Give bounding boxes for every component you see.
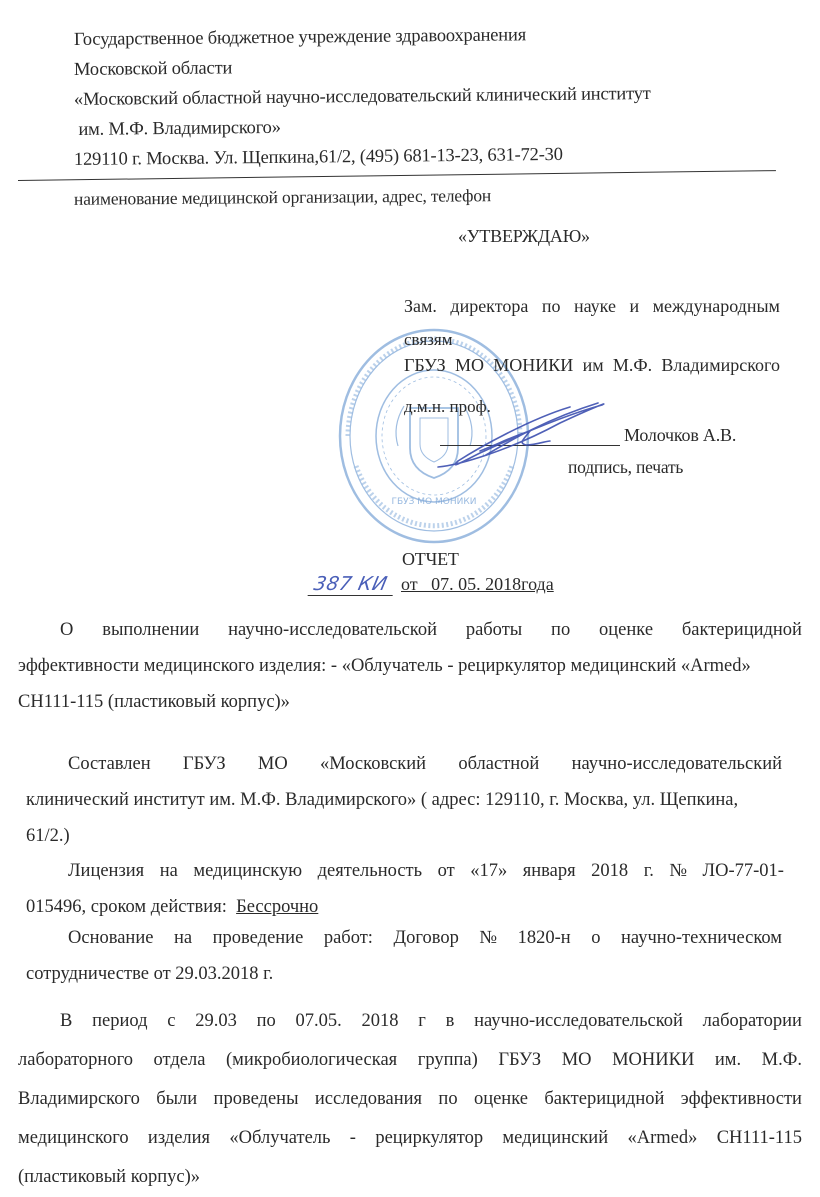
word: с (167, 1011, 176, 1031)
paragraph-line: клинический институт им. М.Ф. Владимирского» ( адрес: 129110, г. Москва, ул. Щепкина, (26, 790, 739, 810)
word: ГБУЗ (498, 1050, 542, 1070)
word: о (591, 928, 601, 948)
header-caption: наименование медицинской организации, адрес, телефон (73, 185, 492, 209)
approver-position-line1 (404, 296, 780, 317)
word: отдела (153, 1050, 206, 1070)
word: - (349, 1128, 356, 1148)
word: 2018 (591, 861, 629, 881)
report-title: ОТЧЕТ (402, 549, 459, 569)
word: Составлен (68, 754, 151, 774)
approval-title: «УТВЕРЖДАЮ» (458, 226, 590, 246)
word: по (541, 296, 561, 316)
word: г (418, 1011, 426, 1031)
word: (микробиологическая (226, 1050, 398, 1070)
word: «Московский (319, 754, 427, 774)
word: медицинского (18, 1128, 129, 1148)
word: января (522, 861, 576, 881)
word: ГБУЗ (404, 355, 446, 375)
word: работы (465, 620, 523, 640)
header-divider (18, 170, 776, 181)
paragraph-basis (26, 920, 782, 992)
word: 1820-н (517, 928, 571, 948)
paragraph-license (26, 853, 784, 925)
handwritten-report-number: 387 КИ (308, 573, 398, 596)
word: были (156, 1089, 198, 1109)
word: МО (257, 754, 288, 774)
word: ГБУЗ (182, 754, 226, 774)
org-line: Государственное бюджетное учреждение здравоохранения (73, 25, 527, 50)
paragraph-line: СН111-115 (пластиковый корпус)» (18, 692, 290, 712)
word: М.Ф. (612, 355, 653, 375)
approver-position-line2: связям (404, 330, 453, 349)
word: 29.03 (195, 1011, 237, 1031)
paragraph-line: (пластиковый корпус)» (18, 1167, 201, 1187)
word: Зам. (404, 296, 437, 316)
approver-degree: д.м.н. проф. (404, 397, 491, 416)
org-line: «Московский областной научно-исследовательский клинический институт (73, 83, 651, 110)
word: МО (561, 1050, 592, 1070)
word: проведение (212, 928, 304, 948)
word: научно-исследовательской (228, 620, 437, 640)
word: от (437, 861, 455, 881)
paragraph-compiled-by (26, 746, 782, 854)
paragraph-line: сотрудничестве от 29.03.2018 г. (26, 964, 274, 984)
word: работ: (323, 928, 373, 948)
word: Владимирского (661, 355, 780, 375)
approver-position (404, 296, 780, 317)
word: по (438, 1089, 458, 1109)
paragraph-subject (18, 612, 802, 720)
approver-organization (404, 355, 780, 376)
word: на (159, 861, 178, 881)
report-number (310, 573, 554, 596)
org-line: им. М.Ф. Владимирского» (73, 117, 281, 140)
word: № (669, 861, 688, 881)
org-line: Московской области (73, 58, 233, 80)
word: 2018 (361, 1011, 399, 1031)
word: период (92, 1011, 148, 1031)
word: «Armed» (627, 1128, 698, 1148)
word: научно-исследовательский (571, 754, 782, 774)
word: Лицензия (68, 861, 145, 881)
word: № (479, 928, 498, 948)
stamp-text: ГБУЗ МО МОНИКИ (391, 497, 477, 507)
license-term-value: Бессрочно (236, 897, 319, 917)
report-date: от 07. 05. 2018года (401, 574, 554, 594)
word: им (582, 355, 604, 375)
word: оценке (599, 620, 654, 640)
word: лаборатории (702, 1011, 802, 1031)
word: и (629, 296, 640, 316)
word: «17» (470, 861, 508, 881)
word: МОНИКИ (612, 1050, 695, 1070)
word: им. (714, 1050, 742, 1070)
word: г. (643, 861, 654, 881)
word: директора (450, 296, 529, 316)
word: изделия (147, 1128, 211, 1148)
signature-caption: подпись, печать (568, 457, 684, 477)
word: проведены (213, 1089, 299, 1109)
word: 07.05. (295, 1011, 342, 1031)
word: эффективности (680, 1089, 802, 1109)
word: медицинский (502, 1128, 609, 1148)
word: рециркулятор (375, 1128, 484, 1148)
word: бактерицидной (544, 1089, 665, 1109)
paragraph-research-period (18, 1002, 802, 1197)
word: М.Ф. (761, 1050, 802, 1070)
word: оценке (473, 1089, 528, 1109)
word: медицинскую (193, 861, 303, 881)
word: МО (454, 355, 484, 375)
word: выполнении (102, 620, 200, 640)
word: бактерицидной (681, 620, 802, 640)
word: деятельность (317, 861, 423, 881)
license-term-label: 015496, сроком действия: (26, 897, 227, 917)
word: научно-техническом (621, 928, 782, 948)
word: по (551, 620, 571, 640)
word: по (256, 1011, 276, 1031)
approver-name: Молочков А.В. (624, 425, 737, 445)
word: Владимирского (18, 1089, 140, 1109)
word: науке (573, 296, 616, 316)
word: «Облучатель (229, 1128, 331, 1148)
word: СН111-115 (716, 1128, 802, 1148)
word: международным (652, 296, 780, 316)
word: в (445, 1011, 455, 1031)
word: областной (458, 754, 540, 774)
word: Договор (393, 928, 459, 948)
word: ЛО-77-01- (702, 861, 784, 881)
word: В (60, 1011, 73, 1031)
word: Основание (68, 928, 154, 948)
word: О (60, 620, 74, 640)
org-address-line: 129110 г. Москва. Ул. Щепкина,61/2, (495) 681-13-23, 631-72-30 (73, 144, 563, 170)
word: МОНИКИ (493, 355, 574, 375)
word: лабораторного (18, 1050, 133, 1070)
word: группа) (417, 1050, 478, 1070)
paragraph-line: эффективности медицинского изделия: - «Облучатель - рециркулятор медицинский «Armed» (18, 656, 751, 676)
word: научно-исследовательской (474, 1011, 683, 1031)
paragraph-line: 61/2.) (26, 826, 70, 846)
word: исследования (314, 1089, 423, 1109)
word: на (173, 928, 193, 948)
